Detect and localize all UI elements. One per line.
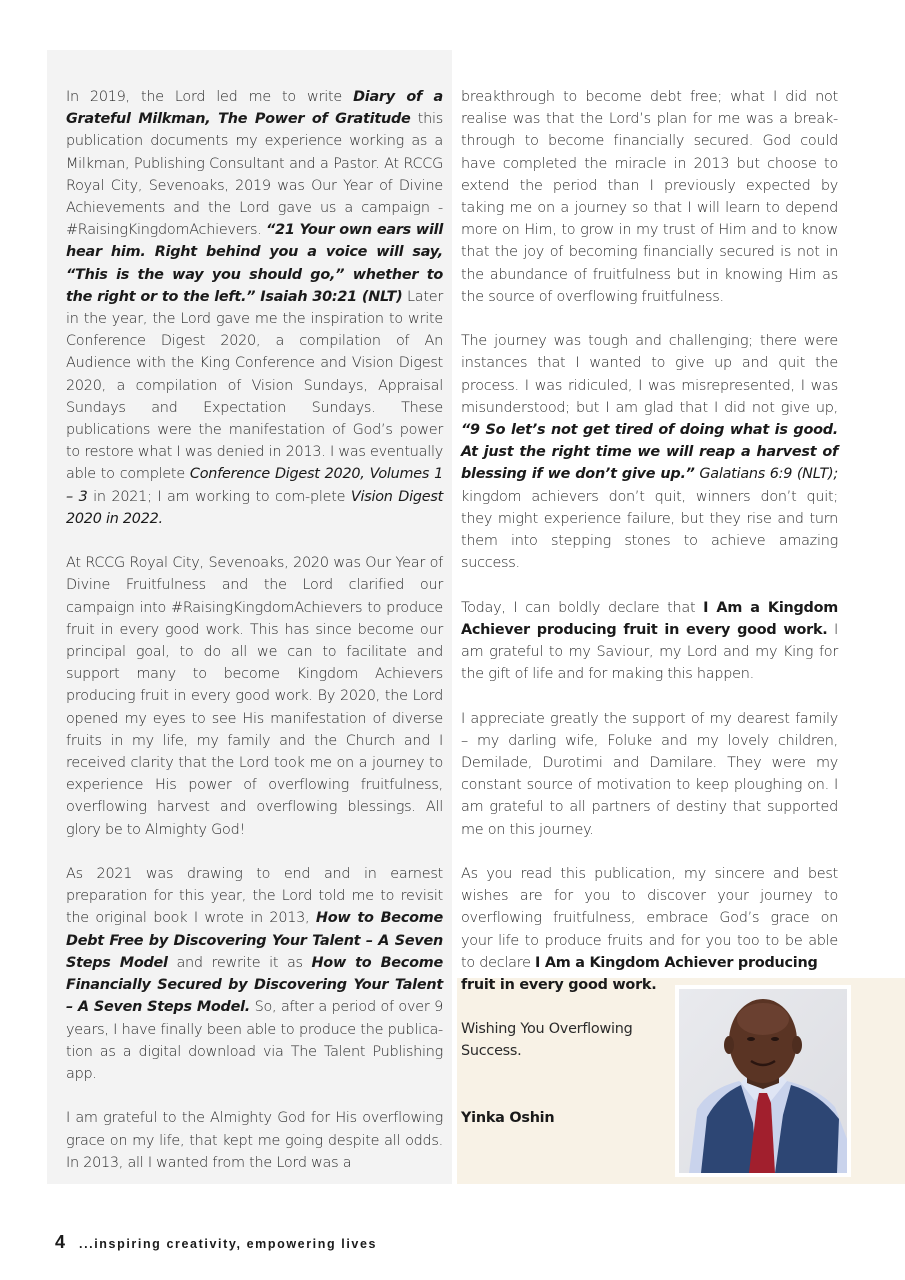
book-title-vision-digest: Vision Digest 2020 in 2022.	[66, 488, 444, 527]
portrait-illustration-icon	[679, 989, 847, 1173]
declaration-bold: I Am a Kingdom Achiever producing fruit in every good work.	[461, 599, 838, 638]
scripture-reference-isaiah: Isaiah 30:21 (NLT)	[255, 288, 403, 305]
footer-tagline: ...inspiring creativity, empowering lives	[79, 1237, 378, 1251]
declaration-end: fruit in every good work.	[461, 977, 657, 993]
paragraph-breakthrough: breakthrough to become debt free; what I did not realise was that the Lord’s plan for me was a break-through to become financially secured. God could have completed the miracle in 2013 but choose to extend the period than I previously expected by taking me on a journey so that I will learn to depend more on Him, to grow in my trust of Him and to know that the joy of becoming financially secured is not in the abundance of fruitfulness but in knowing Him as the source of overflowing fruitfulness.	[461, 89, 838, 305]
book-title-debt-free: How to Become Debt Free by Discovering Your Talent – A Seven Steps Model	[66, 910, 443, 971]
paragraph-2020-fruitfulness: At RCCG Royal City, Sevenoaks, 2020 was Our Year of Divine Fruitfulness and the Lord clarified our campaign into #RaisingKingdomAchievers to produce fruit in every good work. This has since become our principal goal, to do all we can to facilitate and support many to become Kingdom Achievers producing fruit in every good work. By 2020, the Lord opened my eyes to see His manifestation of diverse fruits in my life, my family and the Church and I received clarity that the Lord took me on a journey to experience His power of overflowing fruitfulness, overflowing harvest and overflowing blessings. All glory be to Almighty God!	[66, 555, 443, 838]
scripture-reference-galatians: Galatians 6:9 (NLT);	[694, 466, 838, 483]
author-name: Yinka Oshin	[461, 1109, 555, 1126]
paragraph-declaration: Today, I can boldly declare that I Am a Kingdom Achiever producing fruit in every good work. I am grateful to my Saviour, my Lord and my King for the gift of life and for making this happen.	[461, 599, 838, 683]
paragraph-wishes: As you read this publication, my sincere and best wishes are for you to discover your journey to overflowing fruitfulness, embrace God’s grace on your life to produce fruits and for you too to be able to declare I Am a Kingdom Achiever producing	[461, 866, 838, 971]
book-title-conference-digest: Conference Digest 2020, Volumes 1 – 3	[66, 466, 443, 505]
paragraph-2021-rewrite: As 2021 was drawing to end and in earnest preparation for this year, the Lord told me to revisit the original book I wrote in 2013, How to Become Debt Free by Discovering Your Talent – A Seven Steps Model and rewrite it as How to Become Financially Secured by Discovering Your Talent – A Seven Steps Model. So, after a period of over 9 years, I have finally been able to produce the publica-tion as a digital download via The Talent Publishing app.	[66, 866, 443, 1082]
author-photo-frame	[675, 985, 851, 1177]
paragraph-2019-publications: In 2019, the Lord led me to write Diary of a Grateful Milkman, The Power of Gratitude this publication documents my experience working as a Milkman, Publishing Consultant and a Pastor. At RCCG Royal City, Sevenoaks, 2019 was Our Year of Divine Achievements and the Lord gave us a campaign - #RaisingKingdomAchievers. “21 Your own ears will hear him. Right behind you a voice will say, “This is the way you should go,” whether to the right or to the left.” Isaiah 30:21 (NLT) Later in the year, the Lord gave me the inspiration to write Conference Digest 2020, a compilation of An Audience with the King Conference and Vision Digest 2020, a compilation of Vision Sundays, Appraisal Sundays and Expectation Sundays. These publications were the manifestation of God’s power to restore what I was denied in 2013. I was eventually able to complete Conference Digest 2020, Volumes 1 – 3 in 2021; I am working to com-plete Vision Digest 2020 in 2022.	[66, 89, 444, 527]
page-footer	[55, 1232, 377, 1252]
book-title-financially-secured: How to Become Financially Secured by Discovering Your Talent – A Seven Steps Model.	[66, 954, 443, 1016]
author-photo	[679, 989, 847, 1173]
book-title-diary: Diary of a Grateful Milkman, The Power of Gratitude	[66, 89, 443, 128]
paragraph-gratitude: I am grateful to the Almighty God for His overflowing grace on my life, that kept me going despite all odds. In 2013, all I wanted from the Lord was a	[66, 1110, 443, 1171]
page-number: 4	[55, 1232, 66, 1252]
right-column	[461, 86, 838, 974]
left-column	[66, 86, 443, 1174]
paragraph-family: I appreciate greatly the support of my dearest family – my darling wife, Foluke and my lovely children, Demilade, Durotimi and Damilare. They were my constant source of motivation to keep ploughing on. I am grateful to all partners of destiny that supported me on this journey.	[461, 710, 838, 838]
declaration-bold-2: I Am a Kingdom Achiever producing	[535, 954, 818, 971]
scripture-quote-isaiah: “21 Your own ears will hear him. Right behind you a voice will say, “This is the way you should go,” whether to the right or to the left.”	[66, 222, 444, 305]
signoff-block	[461, 974, 671, 1129]
scripture-quote-galatians: “9 So let’s not get tired of doing what is good. At just the right time we will reap a harvest of blessing if we don’t give up.”	[461, 422, 838, 483]
wishing-text: Wishing You Overflowing Success.	[461, 1021, 633, 1060]
paragraph-journey: The journey was tough and challenging; there were instances that I wanted to give up and quit the process. I was ridiculed, I was misrepresented, I was misunderstood; but I am glad that I did not give up, “9 So let’s not get tired of doing what is good. At just the right time we will reap a harvest of blessing if we don’t give up.” Galatians 6:9 (NLT); kingdom achievers don’t quit, winners don’t quit; they might experience failure, but they rise and turn them into stepping stones to achieve amazing success.	[461, 333, 838, 572]
